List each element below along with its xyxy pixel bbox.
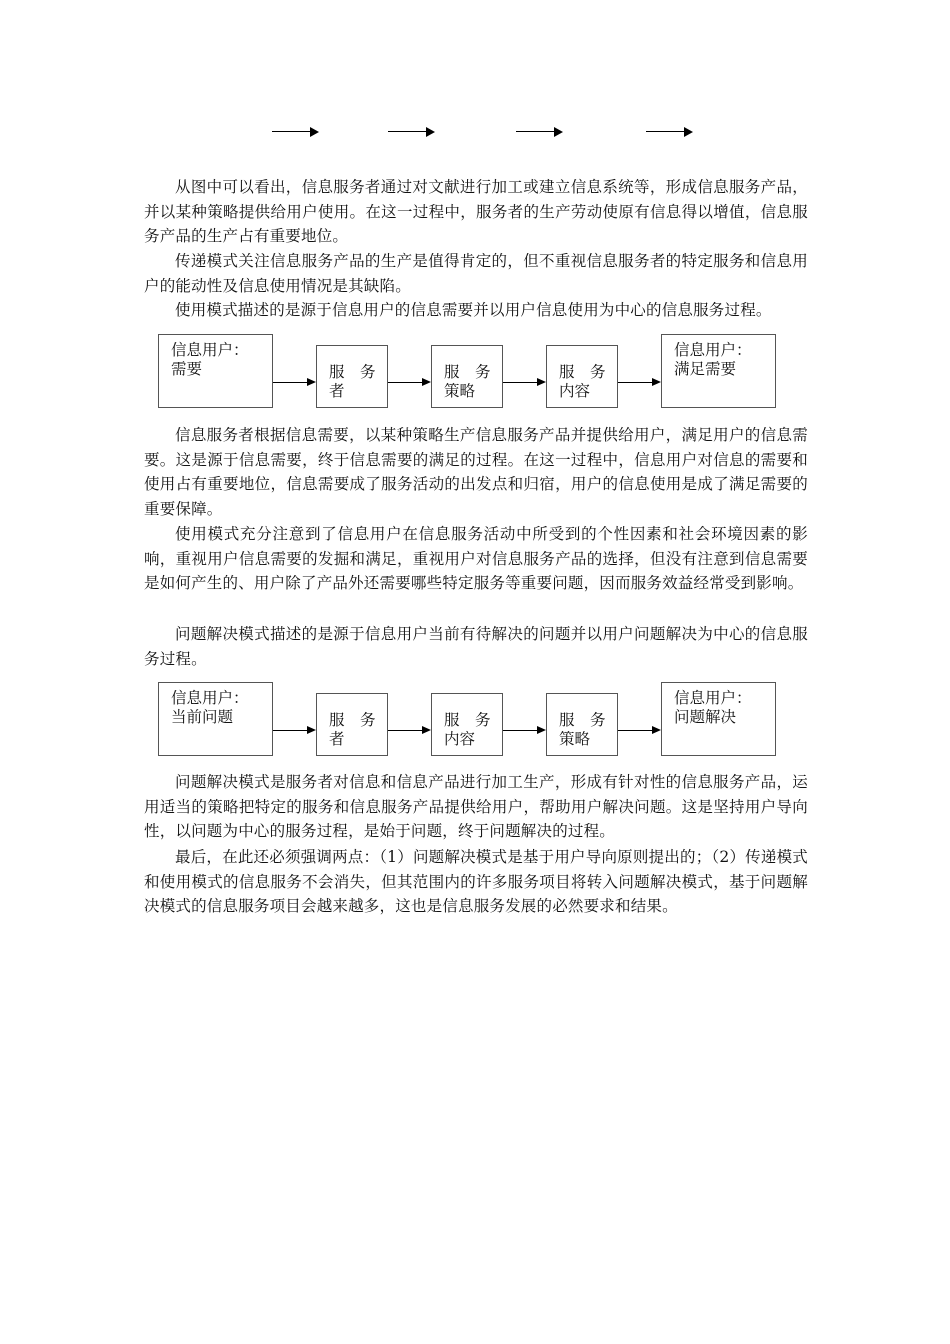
box-label-line1: 服 务 xyxy=(559,363,606,381)
flow-arrow xyxy=(273,378,316,388)
box-label-line1: 信息用户： xyxy=(674,689,752,707)
flow-arrow xyxy=(618,726,661,736)
paragraph-7: 问题解决模式是服务者对信息和信息产品进行加工生产，形成有针对性的信息服务产品，运用适当的策略把特定的服务和信息服务产品提供给用户，帮助用户解决问题。这是坚持用户导向性，以问题为中心的服务过程，是始于问题，终于问题解决的过程。 xyxy=(144,773,808,840)
flow-box-content xyxy=(431,693,503,756)
flow-arrow xyxy=(503,378,546,388)
flow-box-user-solved xyxy=(661,682,776,756)
top-arrow-2 xyxy=(388,125,438,139)
flow-box-user-need xyxy=(158,334,273,408)
box-label-line2: 需要 xyxy=(171,360,203,378)
flow-arrow xyxy=(273,726,316,736)
flow-arrow xyxy=(388,726,431,736)
box-label-line2: 内容 xyxy=(559,382,591,400)
paragraph-2: 传递模式关注信息服务产品的生产是值得肯定的，但不重视信息服务者的特定服务和信息用户的能动性及信息使用情况是其缺陷。 xyxy=(144,252,808,295)
box-label-line2: 策略 xyxy=(444,382,476,400)
flow-box-strategy xyxy=(546,693,618,756)
paragraph-5: 使用模式充分注意到了信息用户在信息服务活动中所受到的个性因素和社会环境因素的影响，重视用户信息需要的发掘和满足，重视用户对信息服务产品的选择，但没有注意到信息需要是如何产生的、用户除了产品外还需要哪些特定服务等重要问题，因而服务效益经常受到影响。 xyxy=(144,525,808,592)
top-arrow-3 xyxy=(516,125,566,139)
flow-box-server xyxy=(316,345,388,408)
box-label-line1: 信息用户： xyxy=(674,341,752,359)
box-label-line2: 满足需要 xyxy=(674,360,737,378)
flow-arrow xyxy=(388,378,431,388)
box-label-line2: 者 xyxy=(329,730,345,748)
box-label-line1: 服 务 xyxy=(329,711,376,729)
top-arrow-1 xyxy=(272,125,322,139)
box-label-line2: 问题解决 xyxy=(674,708,737,726)
box-label-line1: 服 务 xyxy=(444,363,491,381)
flow-box-strategy xyxy=(431,345,503,408)
paragraph-4: 信息服务者根据信息需要，以某种策略生产信息服务产品并提供给用户，满足用户的信息需要。这是源于信息需要，终于信息需要的满足的过程。在这一过程中，信息用户对信息的需要和使用占有重要地位，信息需要成了服务活动的出发点和归宿，用户的信息使用是成了满足需要的重要保障。 xyxy=(144,426,808,518)
flow-box-server xyxy=(316,693,388,756)
box-label-line1: 信息用户： xyxy=(171,689,249,707)
flow-box-user-problem xyxy=(158,682,273,756)
box-label-line1: 服 务 xyxy=(559,711,606,729)
box-label-line2: 者 xyxy=(329,382,345,400)
box-label-line2: 内容 xyxy=(444,730,476,748)
box-label-line1: 服 务 xyxy=(444,711,491,729)
paragraph-1: 从图中可以看出，信息服务者通过对文献进行加工或建立信息系统等，形成信息服务产品，并以某种策略提供给用户使用。在这一过程中，服务者的生产劳动使原有信息得以增值，信息服务产品的生产占有重要地位。 xyxy=(144,178,808,245)
flow-box-content xyxy=(546,345,618,408)
flow-arrow xyxy=(503,726,546,736)
paragraph-6: 问题解决模式描述的是源于信息用户当前有待解决的问题并以用户问题解决为中心的信息服务过程。 xyxy=(144,625,808,668)
box-label-line2: 当前问题 xyxy=(171,708,234,726)
paragraph-8: 最后，在此还必须强调两点：（1）问题解决模式是基于用户导向原则提出的；（2）传递模式和使用模式的信息服务不会消失，但其范围内的许多服务项目将转入问题解决模式，基于问题解决模式的信息服务项目会越来越多，这也是信息服务发展的必然要求和结果。 xyxy=(144,848,808,915)
box-label-line1: 服 务 xyxy=(329,363,376,381)
paragraph-3: 使用模式描述的是源于信息用户的信息需要并以用户信息使用为中心的信息服务过程。 xyxy=(175,301,772,319)
box-label-line1: 信息用户： xyxy=(171,341,249,359)
box-label-line2: 策略 xyxy=(559,730,591,748)
flow-box-user-satisfied xyxy=(661,334,776,408)
top-arrow-4 xyxy=(646,125,696,139)
flow-arrow xyxy=(618,378,661,388)
